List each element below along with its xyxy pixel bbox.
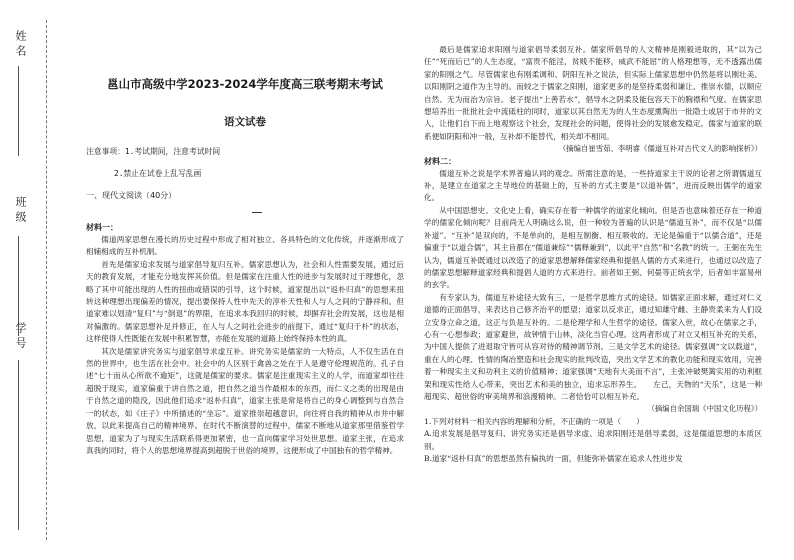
material-2-paragraph-2: 从中国思想史、文化史上看，确实存在着一种儒学的道家化倾向。但是否也意味着还存在一种道学的儒家化倾向呢？目前尚无人明确这么说，但一种较为普遍的认识是“儒道互补”，而不仅是“以儒补道”。“互补”是双向的，不是单向的，是相互制衡、相互吸收的。无论是偏重于“以儒合道”，还是偏重于“以道合儒”，其主旨都在“儒道兼综”“儒释兼到”，以此平“自然”和“名教”的统一。王弼在先生认为，儒道互补既通过以改造了的道家思想解释儒家经典和提倡人儒的方式来进行，也通过以改造了的儒家思想解释道家经典和提倡人道的方式来进行。前者如王弼、何晏等正统玄学，后者如丰富易州的玄学。: [424, 205, 762, 290]
class-line: [18, 236, 20, 336]
name-line: [18, 66, 20, 156]
section-heading: 一、现代文阅读（40分）: [86, 191, 177, 200]
seal-line: [46, 20, 47, 540]
right-column-body: [424, 44, 762, 544]
binding-margin: [0, 0, 40, 560]
material-2-paragraph-3: 有专家认为，儒道互补途径大致有三，一是哲学思维方式的途径。如儒家正面求解，通过对仁义道德的正面倡导，来表达自己修齐治平的愿望；道家以反求正，通过知雄守雌、主静贵柔来为人们设立安身立命之道，这正与负是互补的。二是伦理学和人生哲学的途径。儒家入世，故心在儒家之手，心有一心想参政；道家避世，故钟情于山林，淡化当官心理。这两者形成了对立又相互补充的关系，为中国人提供了进退取守皆可从容对待的精神调节剂。三是文学艺术的途径。儒家强调“文以载道”，重在人的心理、性情的陶冶塑造和社会现实的批判改造，突出文学艺术的教化功能和现实效用，完善着一种现实主义和功利主义的价值精神；道家强调“天地有大美而不言”，主张冲破樊篱实用的功利框架和现实性给人心带来，突出艺术和美的独立，追求忘形养生。 左己，天物的“天乐”，这是一种超现实、超世俗的审美境界和浪漫精神。二者恰恰可以相互补充。: [424, 292, 762, 401]
name-label: 姓名: [14, 30, 27, 60]
material-2-heading: 材料二：: [424, 156, 456, 166]
left-column-body: [86, 222, 404, 542]
material-2-source: （摘编自余国瑞《中国文化历程》）: [647, 404, 762, 414]
question-1-stem: 1.下列对材料一相关内容的理解和分析，不正确的一项是（ ）: [424, 416, 644, 426]
notice-2: 2.禁止在试卷上乱写乱画: [114, 169, 202, 178]
exam-subtitle: 语文试卷: [224, 116, 266, 128]
material-2-paragraph-1: 儒道互补之说是学术界普遍认同的观念。所需注意的是，一些持道家主干说的论者之所谓儒道互补，是建立在道家之主导地位的基础上的，互补的方式主要是“以道补儒”，进而反映出儒学的道家化。: [424, 168, 762, 203]
material-1-paragraph-2: 首先是儒家追求发展与道家倡导复归互补。儒家思想认为，社会和人性需要发展，通过后天的教育发展，才能充分地发挥其价值。但是儒家在注重人性的进步与发展时过于理想化，忽略了其中可能出现的人性的扭曲或错误的引导，这个时候，道家提出以“返朴归真”的思想来扭转这种理想出现偏差的情况，提出要保持人性中先天的淳朴天性和人与人之间的宁静祥和。但道家难以划清“复归”与“倒退”的界限，在追求本我回归的时候，却摒弃社会的发展，这也是相对偏激的。儒家思想补足并修正，在人与人之间社会进步的前提下，通过“复归于朴”的状态，这样使得人性既能在发展中积累智慧，亦能在发展的道路上始终保持本性的真。: [86, 259, 404, 344]
material-1-heading: 材料一：: [86, 223, 118, 232]
material-1-paragraph-3: 其次是儒家讲究务实与道家倡导求虚互补。讲究务实是儒家的一大特点，人不仅生活在自然的世界中，也生活在社会中。社会中的人区别于禽兽之处在于人是遵守伦理规范的。孔子自述“七十而从心所欲不逾矩”，这就是儒家的要求。儒家是注重现实主义的人学，而道家却往往超脱于现实，道家偏重于讲自然之道，把自然之道当作最根本的东西，而仁义之类的出现是由于自然之道的隐没，因此他们追求“返朴归真”，道家主张是常是将自己的身心调整到与自然合一的状态，如《庄子》中所描述的“坐忘”。道家推崇超越意识，向往将自我的精神从市井中解放，以此来提高自己的精神境界。在时代不断演替的过程中，儒家不断地从道家那里借鉴哲学思想，道家为了与现实生活联系得更加紧密，也一直向儒家学习处世思想。道家主张，在追求真我的同时，将个人的思想境界提高到超脱于世俗的境界，这便形成了中国独有的哲学精神。: [86, 346, 404, 455]
question-1-option-b: B.道家“返朴归真”的思想虽然有偏执的一面，但能弥补儒家在追求人性进步发: [424, 454, 683, 463]
student-id-label: 学号: [14, 322, 27, 352]
class-label: 班级: [14, 196, 27, 226]
material-1-paragraph-1: 儒道两家思想在漫长的历史过程中形成了相对独立、各具特色的文化传统，并逐渐形成了相辅相成的互补机制。: [86, 235, 404, 257]
exam-title: 邕山市高级中学2023-2024学年度高三联考期末考试: [107, 77, 383, 91]
material-1-source: （摘编自崔雪茹、李明睿《儒道互补对古代文人的影响探析》）: [558, 144, 762, 154]
question-1-option-a: A.追求发展是倡导复归、讲究务实还是倡导求虚、追求阳刚还是倡导柔弱，这是儒道思想的本质区别。: [424, 429, 762, 451]
separator-dash: [252, 212, 262, 213]
student-id-line: [18, 360, 20, 530]
material-1-paragraph-4: 最后是儒家追求阳刚与道家倡导柔弱互补。儒家所倡导的人文精神是刚毅进取的，其“以为己任”“死而后已”的人生态度，“富贵不能淫，贫贱不能移，威武不能屈”的人格理想等，无不透露出儒家的阳刚之气。尽管儒家也有刚柔调和、阴阳互补之说法，但实际上儒家思想中仍然是将以刚壮美、以阳刚阴之道作为主导的。而较之于儒家之阳刚，道家更多的是坚持柔弱和谦让、推崇水德，以顺应自然、无为而治为宗旨。老子提出“上善若水”，倡导水之阴柔及能包容天下的胸襟和气度。在儒家思想培养出一批批社会中流砥柱的同时，道家以其自然无为的人生态度熏陶出一批隐士或居于市井的文人，让他们自下而上地观察这个社会，发现社会的问题，使得社会的发展愈发稳定。儒家与道家的联系便如阴阳和冲一般，互补却不能替代，相关却不相同。: [424, 45, 762, 141]
notice-1: 注意事项：1.考试期间，注意考试时间: [86, 147, 221, 156]
